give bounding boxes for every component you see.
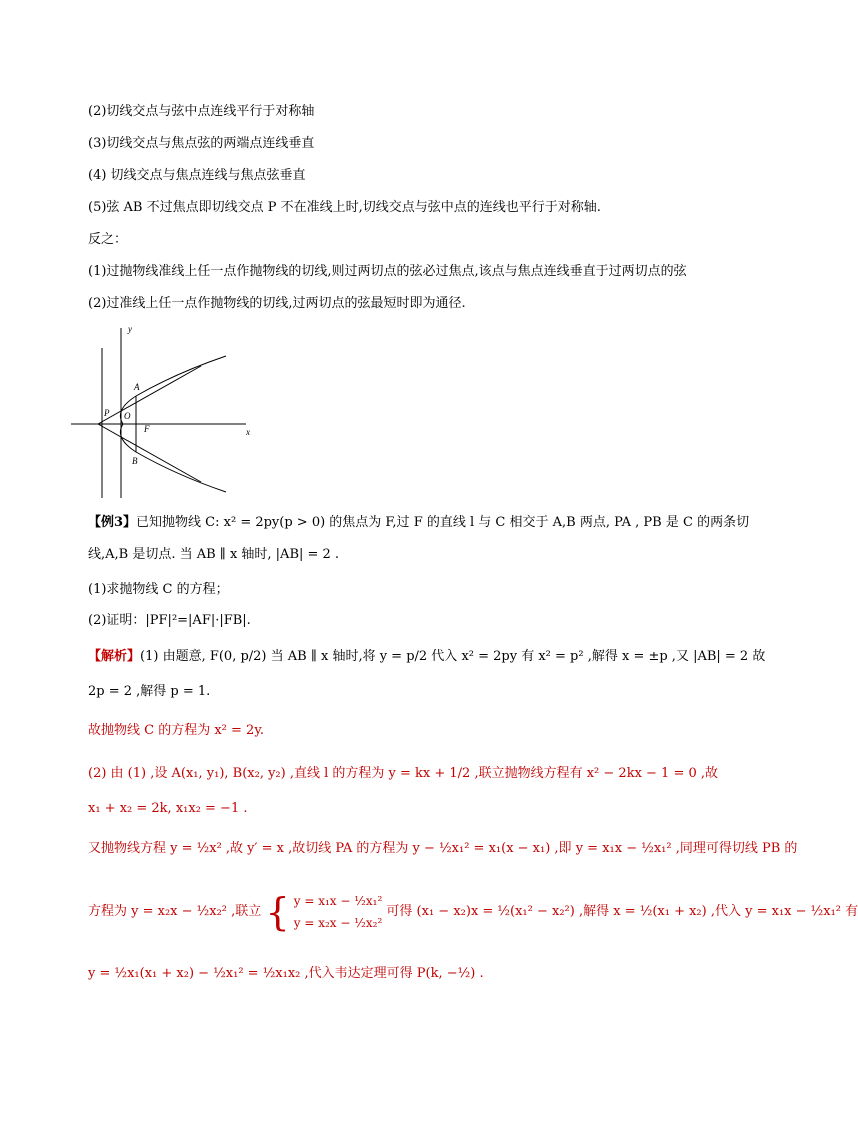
- tangent-pa: [98, 366, 201, 424]
- example-line-1: [88, 514, 749, 532]
- property-3: (3)切线交点与焦点弦的两端点连线垂直: [88, 136, 315, 151]
- parabola-figure: [66, 318, 266, 503]
- solution-line-5: x₁ + x₂ = 2k, x₁x₂ = −1 .: [88, 801, 248, 816]
- solution-line-8: y = ½x₁(x₁ + x₂) − ½x₁² = ½x₁x₂ ,代入韦达定理可得 P(k, −½) .: [88, 966, 484, 981]
- equation-system: [294, 890, 383, 934]
- label-f: F: [144, 424, 150, 434]
- system-eq-1: y = x₁x − ½x₁²: [293, 894, 383, 908]
- converse-1: (1)过抛物线准线上任一点作抛物线的切线,则过两切点的弦必过焦点,该点与焦点连线垂直于过两切点的弦: [88, 264, 687, 279]
- solution-line-1: [88, 648, 765, 666]
- solution-text-7b: 可得 (x₁ − x₂)x = ½(x₁² − x₂²) ,解得 x = ½(x₁ + x₂) ,代入 y = x₁x − ½x₁² 有: [386, 904, 858, 919]
- label-b: B: [132, 456, 138, 466]
- property-4: (4) 切线交点与焦点连线与焦点弦垂直: [88, 168, 306, 183]
- solution-line-7: [88, 890, 858, 934]
- question-1: (1)求抛物线 C 的方程；: [88, 582, 229, 597]
- converse-2: (2)过准线上任一点作抛物线的切线,过两切点的弦最短时即为通径.: [88, 296, 466, 311]
- tangent-pb: [98, 424, 201, 482]
- property-5: (5)弦 AB 不过焦点即切线交点 P 不在准线上时,切线交点与弦中点的连线也平行于对称轴.: [88, 200, 601, 215]
- solution-text-1: (1) 由题意, F(0, p/2) 当 AB ∥ x 轴时,将 y = p/2 代入 x² = 2py 有 x² = p² ,解得 x = ±p ,又 |AB| = 2 故: [140, 649, 766, 664]
- system-eq-2: y = x₂x − ½x₂²: [293, 916, 383, 930]
- solution-tag: 【解析】: [88, 649, 141, 664]
- solution-line-6: 又抛物线方程 y = ½x² ,故 y′ = x ,故切线 PA 的方程为 y − ½x₁² = x₁(x − x₁) ,即 y = x₁x − ½x₁² ,同理可得切线 PB 的: [88, 841, 798, 856]
- label-a: A: [134, 382, 140, 392]
- example-tag: 【例3】: [88, 515, 137, 530]
- system-brace: {: [265, 890, 290, 934]
- example-line-2: 线,A,B 是切点. 当 AB ∥ x 轴时, |AB| = 2 .: [88, 547, 340, 562]
- converse-title: 反之：: [88, 232, 128, 247]
- property-2: (2)切线交点与弦中点连线平行于对称轴: [88, 104, 315, 119]
- label-y: y: [128, 324, 132, 334]
- solution-line-3: 故抛物线 C 的方程为 x² = 2y.: [88, 723, 265, 738]
- solution-text-7a: 方程为 y = x₂x − ½x₂² ,联立: [88, 904, 262, 919]
- solution-line-4: (2) 由 (1) ,设 A(x₁, y₁), B(x₂, y₂) ,直线 l 的方程为 y = kx + 1/2 ,联立抛物线方程有 x² − 2kx − 1 = 0 ,故: [88, 766, 719, 781]
- example-text-1: 已知抛物线 C: x² = 2py(p > 0) 的焦点为 F,过 F 的直线 l 与 C 相交于 A,B 两点, PA , PB 是 C 的两条切: [136, 515, 750, 530]
- solution-line-2: 2p = 2 ,解得 p = 1.: [88, 684, 211, 699]
- question-2: (2)证明：|PF|²=|AF|·|FB|.: [88, 613, 251, 628]
- label-x: x: [246, 427, 250, 437]
- label-p: P: [104, 408, 110, 418]
- label-o: O: [124, 411, 131, 421]
